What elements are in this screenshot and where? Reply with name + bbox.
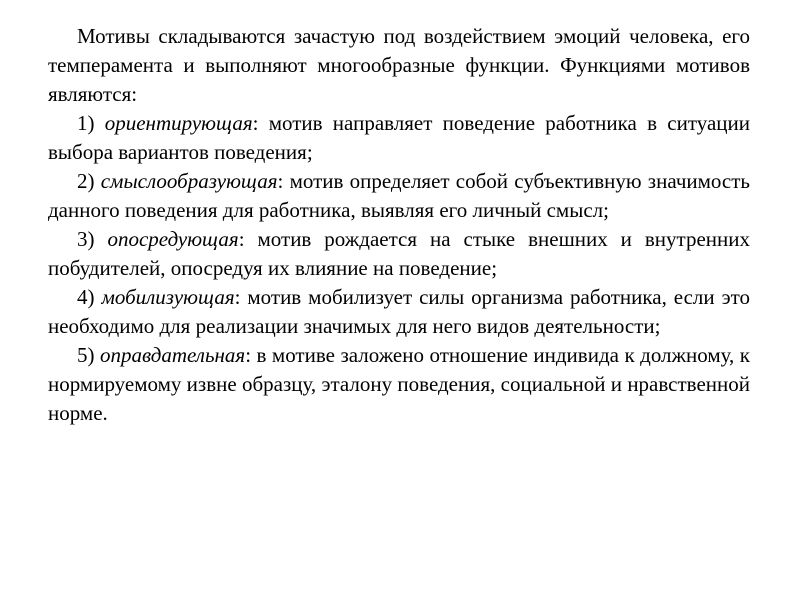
item-text: : мотив определяет собой субъективную значимость данного поведения для работника, выявляя его личный смысл; [48,169,750,222]
item-number: 3) [77,227,108,251]
list-item-5 [48,341,750,428]
item-number: 4) [77,285,102,309]
intro-text: Мотивы складываются зачастую под воздействием эмоций человека, его темперамента и выполняют многообразные функции. Функциями мотивов являются: [48,24,750,106]
item-number: 1) [77,111,105,135]
list-item-1 [48,109,750,167]
text-block [48,22,750,428]
item-term: оправдательная [99,343,246,367]
item-text: : мотив направляет поведение работника в ситуации выбора вариантов поведения; [48,111,750,164]
list-item-3 [48,225,750,283]
item-term: мобилизующая [101,285,235,309]
item-term: ориентирующая [104,111,253,135]
item-text: : мотив мобилизует силы организма работника, если это необходимо для реализации значимых для него видов деятельности; [48,285,750,338]
list-item-4 [48,283,750,341]
intro-paragraph [48,22,750,109]
item-text: : мотив рождается на стыке внешних и внутренних побудителей, опосредуя их влияние на поведение; [48,227,750,280]
item-text: : в мотиве заложено отношение индивида к должному, к нормируемому извне образцу, эталону поведения, социальной и нравственной норме. [48,343,750,425]
item-term: опосредующая [107,227,239,251]
item-number: 2) [77,169,101,193]
item-number: 5) [77,343,100,367]
list-item-2 [48,167,750,225]
item-term: смыслообразующая [100,169,278,193]
